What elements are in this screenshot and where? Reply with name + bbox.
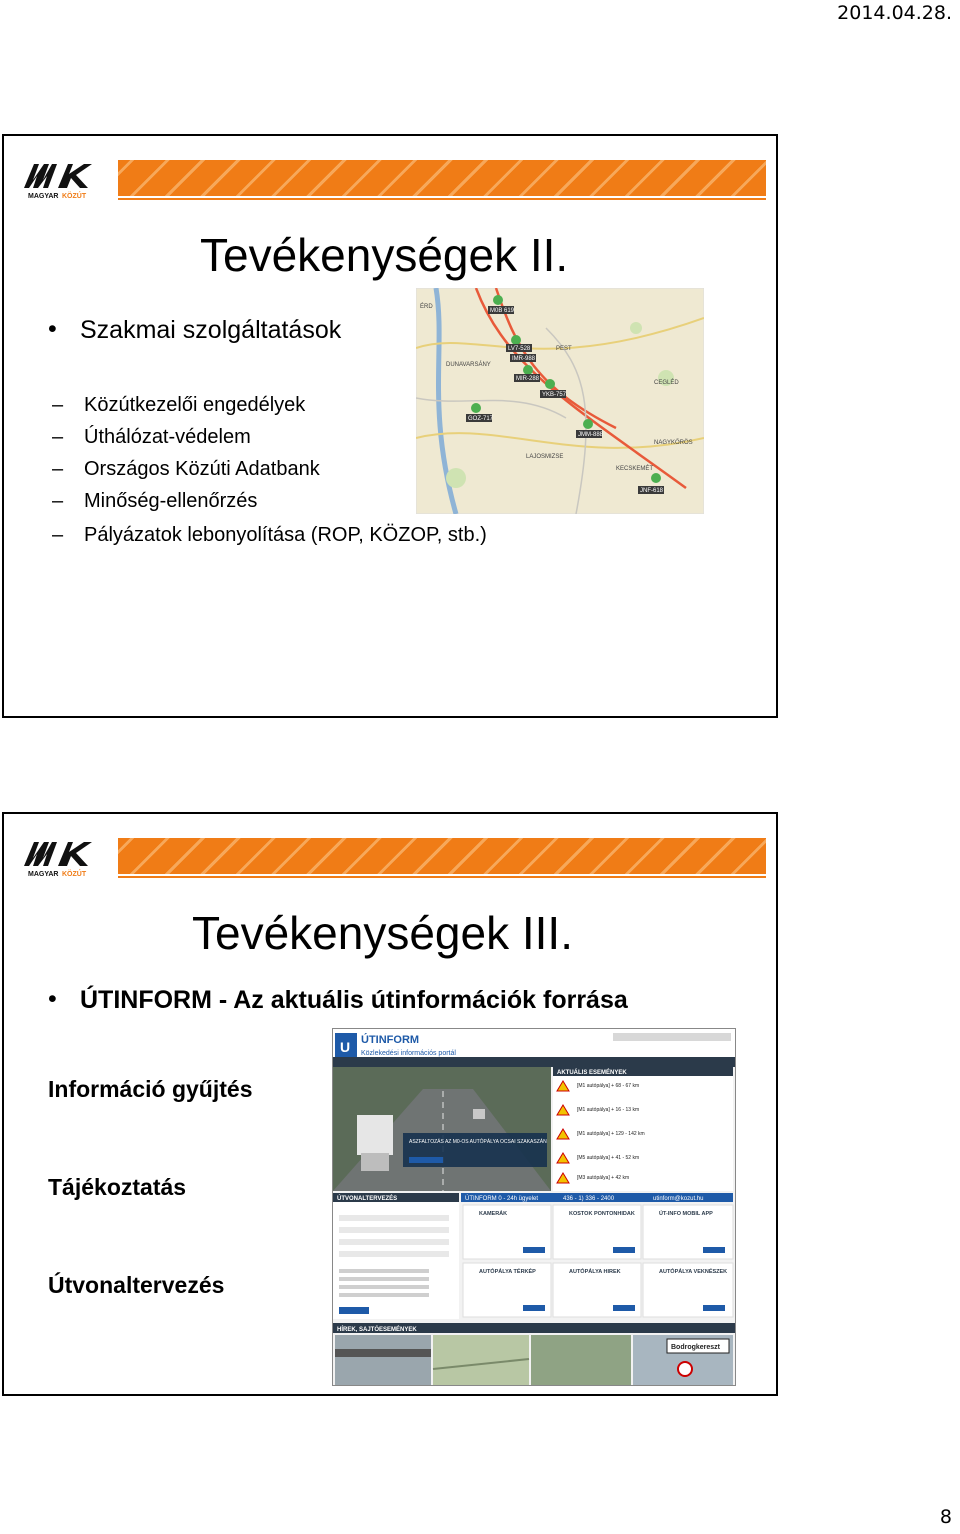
svg-text:IMR-988: IMR-988: [512, 356, 536, 362]
svg-text:CEGLÉD: CEGLÉD: [654, 380, 679, 386]
orange-stripe-banner: [118, 160, 766, 196]
svg-text:KAMERÁK: KAMERÁK: [479, 1211, 508, 1217]
sub-item: – Pályázatok lebonyolítása (ROP, KÖZOP, stb.): [52, 524, 487, 546]
bullet-icon: •: [48, 985, 57, 1013]
svg-text:KÖZÚT: KÖZÚT: [62, 193, 87, 200]
slide-header: [22, 154, 767, 204]
svg-text:GOZ-717: GOZ-717: [468, 416, 494, 422]
slide-title: Tevékenységek II.: [200, 229, 569, 281]
sub-item-text: Pályázatok lebonyolítása (ROP, KÖZOP, stb.): [84, 524, 487, 546]
svg-text:[M1 autópálya] + 68 - 67 km: [M1 autópálya] + 68 - 67 km: [577, 1083, 640, 1089]
sub-item: – Minőség-ellenőrzés: [52, 490, 258, 512]
bullet-text: ÚTINFORM - Az aktuális útinformációk forrása: [80, 986, 628, 1014]
svg-text:LAJOSMIZSE: LAJOSMIZSE: [526, 454, 564, 460]
svg-text:[M1 autópálya] + 129 - 142 km: [M1 autópálya] + 129 - 142 km: [577, 1131, 645, 1137]
sub-item: – Közútkezelői engedélyek: [52, 394, 306, 416]
svg-text:PEST: PEST: [556, 346, 572, 352]
svg-text:MIR-288: MIR-288: [516, 376, 540, 382]
road-map-image: [416, 288, 704, 514]
side-label: Információ gyűjtés: [48, 1076, 253, 1102]
svg-text:AUTÓPÁLYA HIREK: AUTÓPÁLYA HIREK: [569, 1269, 621, 1275]
svg-text:DUNAVARSÁNY: DUNAVARSÁNY: [446, 362, 491, 368]
bullet-item: [48, 985, 628, 1015]
magyar-kozut-logo-icon: [22, 158, 100, 202]
svg-text:ÚT-INFO MOBIL APP: ÚT-INFO MOBIL APP: [659, 1211, 713, 1217]
svg-text:436 - 1) 336 - 2400: 436 - 1) 336 - 2400: [563, 1196, 615, 1202]
svg-text:MAGYAR: MAGYAR: [28, 871, 59, 878]
svg-text:[M5 autópálya] + 41 - 52 km: [M5 autópálya] + 41 - 52 km: [577, 1155, 640, 1161]
svg-text:AUTÓPÁLYA VEKNÉSZEK: AUTÓPÁLYA VEKNÉSZEK: [659, 1269, 728, 1275]
svg-text:ÚTVONALTERVEZÉS: ÚTVONALTERVEZÉS: [337, 1196, 398, 1202]
header-divider: [118, 198, 766, 200]
svg-text:LV7-528: LV7-528: [508, 346, 531, 352]
svg-text:AKTUÁLIS ESEMÉNYEK: AKTUÁLIS ESEMÉNYEK: [557, 1070, 627, 1076]
svg-text:[M3 autópálya] + 42 km: [M3 autópálya] + 42 km: [577, 1175, 630, 1181]
svg-text:KECSKEMÉT: KECSKEMÉT: [616, 466, 654, 472]
sub-item-text: Minőség-ellenőrzés: [84, 490, 258, 512]
svg-text:HÍREK, SAJTÓESEMÉNYEK: HÍREK, SAJTÓESEMÉNYEK: [337, 1327, 417, 1333]
svg-text:JMM-888: JMM-888: [578, 432, 604, 438]
sub-item-text: Közútkezelői engedélyek: [84, 394, 306, 416]
date-header: 2014.04.28.: [837, 2, 952, 24]
slide-tevekenysegek-iii: [2, 812, 778, 1396]
slide-tevekenysegek-ii: [2, 134, 778, 718]
header-divider: [118, 876, 766, 878]
side-label: Útvonaltervezés: [48, 1272, 225, 1298]
svg-text:YKB-757: YKB-757: [542, 392, 567, 398]
svg-text:Bodrogkereszt: Bodrogkereszt: [671, 1344, 721, 1351]
bullet-icon: •: [48, 315, 57, 343]
slide-title: Tevékenységek III.: [192, 907, 573, 959]
svg-text:ASZFALTOZÁS AZ M0-OS AUTÓPÁLYA: ASZFALTOZÁS AZ M0-OS AUTÓPÁLYA OCSAI SZAKASZÁN: [409, 1139, 547, 1145]
sub-item-text: Úthálózat-védelem: [84, 426, 251, 448]
magyar-kozut-logo-icon: [22, 836, 100, 880]
svg-text:AUTÓPÁLYA TÉRKÉP: AUTÓPÁLYA TÉRKÉP: [479, 1269, 536, 1275]
svg-text:KOSTOK PONTONHIDAK: KOSTOK PONTONHIDAK: [569, 1211, 635, 1217]
svg-text:JNF-618: JNF-618: [640, 488, 664, 494]
logo-text: MAGYAR: [28, 193, 59, 200]
orange-stripe-banner: [118, 838, 766, 874]
svg-text:ÚTINFORM: ÚTINFORM: [361, 1034, 420, 1046]
sub-item: – Országos Közúti Adatbank: [52, 458, 320, 480]
sub-item: – Úthálózat-védelem: [52, 426, 251, 448]
svg-text:U: U: [340, 1039, 351, 1055]
svg-text:NAGYKŐRÖS: NAGYKŐRÖS: [654, 440, 693, 446]
sub-item-text: Országos Közúti Adatbank: [84, 458, 320, 480]
svg-text:[M1 autópálya] + 16 - 13 km: [M1 autópálya] + 16 - 13 km: [577, 1107, 640, 1113]
svg-text:utinform@kozut.hu: utinform@kozut.hu: [653, 1196, 704, 1202]
svg-text:KÖZÚT: KÖZÚT: [62, 871, 87, 878]
side-label: Tájékoztatás: [48, 1174, 187, 1200]
utinform-portal-screenshot: [332, 1028, 736, 1386]
svg-text:Közlekedési információs portál: Közlekedési információs portál: [361, 1050, 456, 1057]
svg-text:M0B 619: M0B 619: [490, 308, 515, 314]
page-number: 8: [939, 1506, 952, 1528]
svg-text:ÉRD: ÉRD: [420, 304, 433, 310]
bullet-item: [48, 315, 342, 345]
slide-header: [22, 832, 767, 882]
bullet-text: Szakmai szolgáltatások: [80, 316, 342, 344]
svg-text:ÚTINFORM 0 - 24h ügyelet: ÚTINFORM 0 - 24h ügyelet: [465, 1196, 539, 1202]
